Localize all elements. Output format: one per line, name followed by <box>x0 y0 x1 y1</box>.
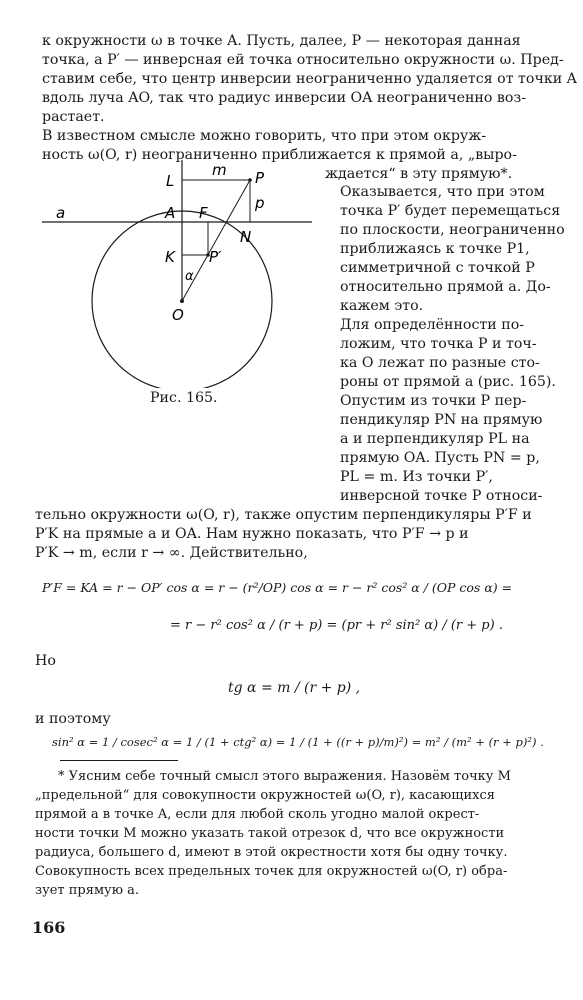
footnote-line: радиуса, большего d, имеют в этой окрестности хотя бы одну точку. <box>35 845 508 860</box>
label-F: F <box>199 204 208 222</box>
side-line: точка P′ будет перемещаться <box>340 203 561 219</box>
footnote-line: прямой a в точке A, если для любой сколь угодно малой окрест- <box>35 807 480 822</box>
side-line: ка O лежат по разные сто- <box>340 355 540 371</box>
figure-caption: Рис. 165. <box>150 390 218 406</box>
point-P <box>248 178 252 182</box>
equation-1: P′F = KA = r − OP′ cos α = r − (r²/OP) cos α = r − r² cos² α / (OP cos α) = <box>42 580 513 595</box>
side-line: a и перпендикуляр PL на <box>340 431 530 447</box>
body-line: вдоль луча AO, так что радиус инверсии OA неограниченно воз- <box>42 90 526 106</box>
body-line: ставим себе, что центр инверсии неограниченно удаляется от точки A <box>42 71 577 87</box>
equation-4: sin² α = 1 / cosec² α = 1 / (1 + ctg² α) = 1 / (1 + ((r + p)/m)²) = m² / (m² + (r + p)²) . <box>52 735 544 749</box>
text-no: Но <box>35 653 56 669</box>
label-Pprime: P′ <box>209 248 222 266</box>
body-line: P′K на прямые a и OA. Нам нужно показать, что P′F → p и <box>35 526 469 542</box>
equation-2: = r − r² cos² α / (r + p) = (pr + r² sin² α) / (r + p) . <box>170 618 503 633</box>
side-line: PL = m. Из точки P′, <box>340 469 493 485</box>
side-line: Для определённости по- <box>340 317 525 333</box>
footnote-line: * Уясним себе точный смысл этого выражения. Назовём точку M <box>58 769 511 784</box>
label-alpha: α <box>185 269 194 284</box>
side-line: относительно прямой a. До- <box>340 279 551 295</box>
label-P: P <box>255 169 265 187</box>
side-line: приближаясь к точке P1, <box>340 241 530 257</box>
body-line: тельно окружности ω(O, r), также опустим перпендикуляры P′F и <box>35 507 532 523</box>
label-p: p <box>255 194 265 212</box>
label-m: m <box>212 161 227 179</box>
side-line: по плоскости, неограниченно <box>340 222 565 238</box>
label-O: O <box>172 306 184 324</box>
footnote-line: ности точки M можно указать такой отрезок d, что все окружности <box>35 826 505 841</box>
body-line: В известном смысле можно говорить, что при этом окруж- <box>42 128 487 144</box>
side-line: ложим, что точка P и точ- <box>340 336 537 352</box>
side-line: роны от прямой a (рис. 165). <box>340 374 556 390</box>
body-line: к окружности ω в точке A. Пусть, далее, P — некоторая данная <box>42 33 521 49</box>
side-line: ждается“ в эту прямую*. <box>325 166 513 182</box>
footnote-line: зует прямую a. <box>35 883 140 898</box>
side-line: кажем это. <box>340 298 424 314</box>
footnote-separator <box>60 760 178 761</box>
body-line: точка, а P′ — инверсная ей точка относительно окружности ω. Пред- <box>42 52 564 68</box>
footnote-line: „предельной“ для совокупности окружностей ω(O, r), касающихся <box>35 788 495 803</box>
side-line: прямую OA. Пусть PN = p, <box>340 450 540 466</box>
footnote-line: Совокупность всех предельных точек для окружностей ω(O, r) обра- <box>35 864 508 879</box>
label-L: L <box>166 172 175 190</box>
label-N: N <box>240 228 252 246</box>
point-O <box>180 299 184 303</box>
body-line: ность ω(O, r) неограниченно приближается к прямой a, „выро- <box>42 147 517 163</box>
side-line: Оказывается, что при этом <box>340 184 545 200</box>
side-line: пендикуляр PN на прямую <box>340 412 543 428</box>
label-a: a <box>56 204 66 222</box>
equation-3: tg α = m / (r + p) , <box>228 680 361 696</box>
body-line: P′K → m, если r → ∞. Действительно, <box>35 545 308 561</box>
figure-165 <box>42 158 312 388</box>
side-line: Опустим из точки P пер- <box>340 393 527 409</box>
label-K: K <box>165 248 175 266</box>
side-line: симметричной с точкой P <box>340 260 535 276</box>
label-A: A <box>165 204 176 222</box>
body-line: растает. <box>42 109 105 125</box>
page-number: 166 <box>32 918 66 937</box>
side-line: инверсной точке P относи- <box>340 488 543 504</box>
text-and-therefore: и поэтому <box>35 711 111 727</box>
